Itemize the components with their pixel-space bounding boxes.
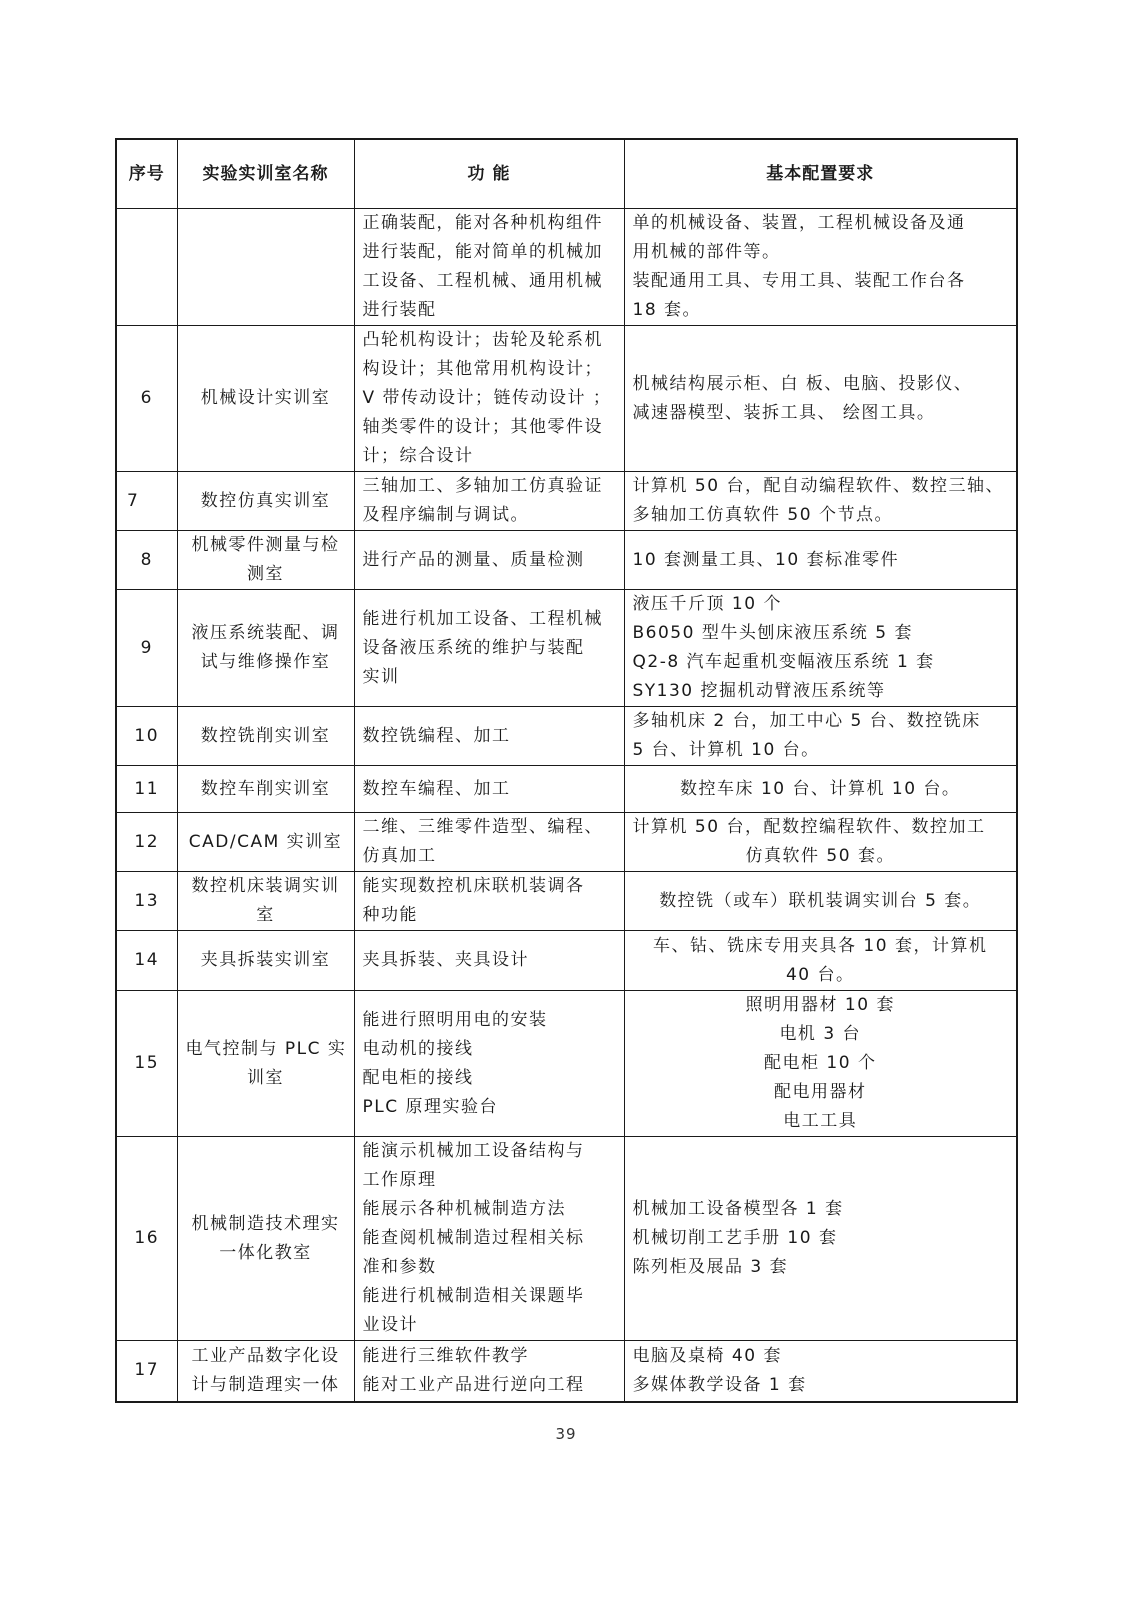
cell-function: [354, 472, 624, 531]
header-name: 实验实训室名称: [177, 139, 354, 209]
cell-config: [624, 531, 1017, 590]
cell-config: [624, 326, 1017, 472]
cell-config-line: 仿真软件 50 套。: [745, 846, 895, 866]
cell-config: [624, 766, 1017, 813]
table-row: [116, 326, 1017, 472]
cell-name: [177, 813, 354, 872]
cell-function: [354, 991, 624, 1137]
cell-name-line: 室: [256, 905, 275, 925]
cell-function-line: 仿真加工: [362, 846, 437, 866]
cell-config-line: 计算机 50 台，配数控编程软件、数控加工: [632, 817, 986, 837]
cell-config-line: 单的机械设备、装置，工程机械设备及通: [632, 213, 966, 233]
cell-function-line: V 带传动设计；链传动设计 ；: [362, 388, 612, 408]
cell-config: [624, 1341, 1017, 1402]
cell-function-line: 能演示机械加工设备结构与: [362, 1141, 585, 1161]
cell-name: [177, 766, 354, 813]
table-row: [116, 707, 1017, 766]
cell-function-line: 能进行三维软件教学: [362, 1345, 529, 1366]
cell-function-line: 能查阅机械制造过程相关标: [362, 1228, 585, 1248]
cell-name-line: 数控铣削实训室: [200, 725, 331, 746]
cell-config-line: 40 台。: [785, 964, 855, 985]
cell-function-line: 夹具拆装、夹具设计: [362, 950, 529, 970]
cell-function: [354, 1341, 624, 1402]
cell-name-line: CAD/CAM 实训室: [188, 831, 343, 852]
cell-function: [354, 813, 624, 872]
cell-config-line: B6050 型牛头刨床液压系统 5 套: [632, 623, 913, 643]
cell-function: [354, 707, 624, 766]
cell-config-line: 减速器模型、装拆工具、 绘图工具。: [632, 402, 936, 423]
cell-name: [177, 707, 354, 766]
cell-config-line: 多轴机床 2 台，加工中心 5 台、数控铣床: [632, 711, 981, 731]
cell-function-line: 三轴加工、多轴加工仿真验证: [362, 476, 603, 496]
cell-function-line: 设备液压系统的维护与装配: [362, 637, 585, 658]
table-row: [116, 472, 1017, 531]
cell-config: [624, 872, 1017, 931]
table-row: [116, 531, 1017, 590]
cell-function-line: 构设计；其他常用机构设计；: [362, 359, 603, 379]
cell-config-line: Q2-8 汽车起重机变幅液压系统 1 套: [632, 652, 935, 672]
cell-config-line: 机械结构展示柜、白 板、电脑、投影仪、: [632, 373, 973, 394]
cell-function-line: 能对工业产品进行逆向工程: [362, 1374, 585, 1395]
cell-config: [624, 209, 1017, 326]
cell-function-line: 进行产品的测量、质量检测: [362, 549, 585, 570]
cell-name-line: 测室: [247, 564, 284, 584]
cell-name-line: 一体化教室: [219, 1242, 312, 1263]
cell-name-line: 机械制造技术理实: [191, 1213, 340, 1234]
cell-function-line: 计；综合设计: [362, 446, 474, 466]
cell-seq: 10: [116, 707, 177, 766]
cell-name-line: 工业产品数字化设: [191, 1345, 340, 1366]
cell-seq: 16: [116, 1137, 177, 1341]
cell-name-line: 机械设计实训室: [200, 388, 331, 408]
cell-function-line: 准和参数: [362, 1257, 437, 1277]
table-row: [116, 931, 1017, 991]
cell-config: [624, 813, 1017, 872]
cell-name-line: 数控仿真实训室: [200, 490, 331, 511]
cell-config: [624, 707, 1017, 766]
header-seq: 序号: [116, 139, 177, 209]
cell-config-line: 10 套测量工具、10 套标准零件: [632, 549, 900, 570]
cell-name: [177, 1341, 354, 1402]
cell-config-line: 多媒体教学设备 1 套: [632, 1374, 807, 1395]
cell-function: [354, 531, 624, 590]
cell-name: [177, 1137, 354, 1341]
cell-name: [177, 931, 354, 991]
cell-config-line: 电脑及桌椅 40 套: [632, 1345, 782, 1366]
cell-function-line: 业设计: [362, 1315, 418, 1335]
cell-name-line: 训室: [247, 1067, 284, 1088]
cell-config-line: 电工工具: [783, 1111, 858, 1131]
lab-config-table: [115, 138, 1018, 1403]
cell-config-line: 18 套。: [632, 300, 702, 320]
cell-name-line: 试与维修操作室: [200, 652, 331, 672]
cell-config-line: 计算机 50 台，配自动编程软件、数控三轴、: [632, 476, 1004, 496]
cell-function-line: 能展示各种机械制造方法: [362, 1199, 566, 1219]
cell-config-line: 装配通用工具、专用工具、装配工作台各: [632, 271, 966, 291]
table-row: [116, 590, 1017, 707]
cell-name: [177, 991, 354, 1137]
table-row: [116, 991, 1017, 1137]
cell-seq: 9: [116, 590, 177, 707]
cell-config-line: 车、钻、铣床专用夹具各 10 套，计算机: [653, 935, 988, 956]
cell-function-line: 能实现数控机床联机装调各: [362, 876, 585, 896]
cell-function-line: 进行装配: [362, 300, 437, 320]
cell-function: [354, 209, 624, 326]
cell-function-line: 能进行机加工设备、工程机械: [362, 608, 603, 629]
cell-function-line: 数控车编程、加工: [362, 778, 511, 799]
cell-config-line: 液压千斤顶 10 个: [632, 594, 782, 614]
cell-config-line: 电机 3 台: [779, 1024, 862, 1044]
cell-name: [177, 872, 354, 931]
cell-config-line: SY130 挖掘机动臂液压系统等: [632, 681, 886, 701]
cell-config-line: 多轴加工仿真软件 50 个节点。: [632, 505, 893, 525]
cell-config-line: 配电用器材: [774, 1082, 867, 1102]
cell-config-line: 机械切削工艺手册 10 套: [632, 1228, 838, 1248]
cell-function-line: 实训: [362, 666, 400, 687]
cell-function-line: PLC 原理实验台: [362, 1096, 498, 1117]
cell-seq: 8: [116, 531, 177, 590]
cell-name-line: 机械零件测量与检: [191, 535, 340, 555]
cell-seq: 7: [116, 472, 177, 531]
cell-config-line: 数控铣（或车）联机装调实训台 5 套。: [659, 890, 982, 911]
table-row: [116, 1137, 1017, 1341]
cell-function: [354, 931, 624, 991]
table-row: [116, 1341, 1017, 1402]
page-number: 39: [555, 1425, 577, 1443]
cell-seq: 12: [116, 813, 177, 872]
cell-name: [177, 326, 354, 472]
cell-function-line: 能进行机械制造相关课题毕: [362, 1286, 585, 1306]
cell-function-line: 工设备、工程机械、通用机械: [362, 271, 603, 291]
cell-function: [354, 590, 624, 707]
cell-function-line: 工作原理: [362, 1170, 437, 1190]
cell-function-line: 二维、三维零件造型、编程、: [362, 817, 603, 837]
cell-config: [624, 1137, 1017, 1341]
cell-name-line: 计与制造理实一体: [191, 1374, 340, 1395]
cell-name-line: 数控车削实训室: [200, 778, 331, 799]
cell-config-line: 照明用器材 10 套: [745, 995, 895, 1015]
cell-name-line: 电气控制与 PLC 实: [185, 1038, 347, 1059]
cell-function: [354, 872, 624, 931]
cell-function-line: 种功能: [362, 905, 418, 925]
cell-config-line: 陈列柜及展品 3 套: [632, 1257, 789, 1277]
cell-function-line: 电动机的接线: [362, 1038, 474, 1059]
cell-function-line: 进行装配，能对简单的机械加: [362, 242, 603, 262]
cell-function-line: 及程序编制与调试。: [362, 505, 529, 525]
cell-seq: 15: [116, 991, 177, 1137]
cell-seq: [116, 209, 177, 326]
table-body: [116, 209, 1017, 1402]
cell-config: [624, 991, 1017, 1137]
cell-config-line: 机械加工设备模型各 1 套: [632, 1199, 844, 1219]
cell-function: [354, 326, 624, 472]
cell-seq: 11: [116, 766, 177, 813]
cell-function-line: 配电柜的接线: [362, 1067, 474, 1088]
cell-config: [624, 590, 1017, 707]
cell-config-line: 用机械的部件等。: [632, 242, 781, 262]
cell-function: [354, 1137, 624, 1341]
cell-name: [177, 531, 354, 590]
cell-config-line: 数控车床 10 台、计算机 10 台。: [680, 778, 961, 799]
cell-function-line: 数控铣编程、加工: [362, 725, 511, 746]
cell-name: [177, 590, 354, 707]
cell-seq: 6: [116, 326, 177, 472]
header-config: 基本配置要求: [624, 139, 1017, 209]
cell-function-line: 轴类零件的设计；其他零件设: [362, 417, 603, 437]
cell-config: [624, 472, 1017, 531]
table-row: [116, 209, 1017, 326]
cell-function-line: 能进行照明用电的安装: [362, 1009, 548, 1030]
table-row: [116, 766, 1017, 813]
cell-seq: 17: [116, 1341, 177, 1402]
cell-config-line: 配电柜 10 个: [764, 1053, 877, 1073]
cell-seq: 13: [116, 872, 177, 931]
cell-name-line: 夹具拆装实训室: [200, 950, 331, 970]
cell-seq: 14: [116, 931, 177, 991]
cell-name: [177, 209, 354, 326]
cell-function: [354, 766, 624, 813]
cell-function-line: 凸轮机构设计；齿轮及轮系机: [362, 330, 603, 350]
table-header-row: [116, 139, 1017, 209]
table-row: [116, 813, 1017, 872]
header-function: 功 能: [354, 139, 624, 209]
cell-config-line: 5 台、计算机 10 台。: [632, 740, 820, 760]
cell-function-line: 正确装配，能对各种机构组件: [362, 213, 603, 233]
table-row: [116, 872, 1017, 931]
cell-name: [177, 472, 354, 531]
cell-name-line: 液压系统装配、调: [191, 623, 340, 643]
cell-name-line: 数控机床装调实训: [191, 876, 340, 896]
cell-config: [624, 931, 1017, 991]
